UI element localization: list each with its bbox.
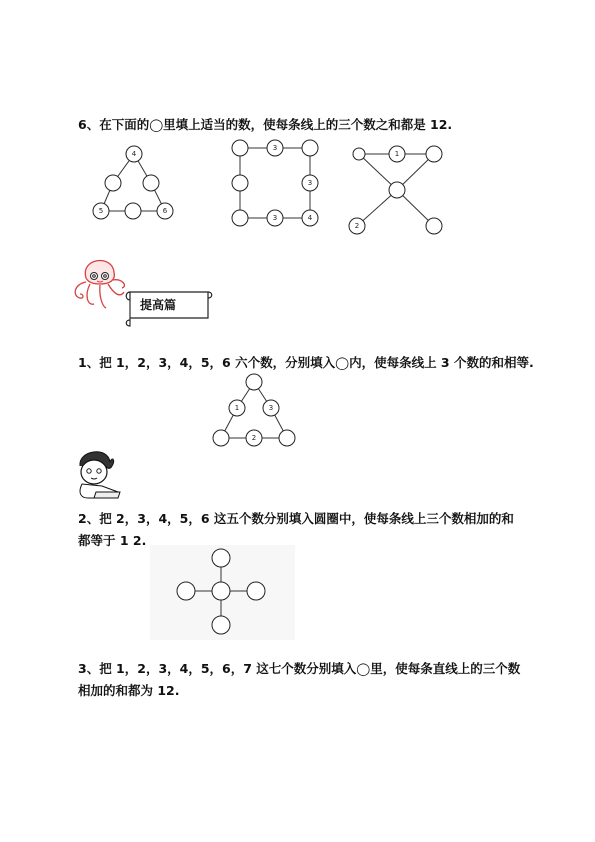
triangle-figure-1 (205, 370, 305, 452)
circle-center (212, 582, 230, 600)
circle-top-right (426, 146, 442, 162)
label-mr: 3 (307, 179, 313, 187)
circle-ml (232, 175, 248, 191)
question-6 (78, 114, 452, 136)
circle-tr (302, 140, 318, 156)
label-bottom-left: 5 (98, 207, 104, 215)
triangle-figure-6a (80, 138, 195, 233)
circle-top (212, 549, 230, 567)
question-6-text: 6、在下面的◯里填上适当的数，使每条线上的三个数之和都是 12. (78, 117, 453, 132)
label-bottom-right: 6 (162, 207, 168, 215)
cross-figure-2 (150, 545, 295, 640)
label-tm: 3 (272, 144, 278, 152)
circle-bl (232, 210, 248, 226)
circle-bottom (212, 616, 230, 634)
circle-right (247, 582, 265, 600)
label-bottom-left: 2 (354, 222, 360, 230)
circle-left (177, 582, 195, 600)
problem-3-line1: 3、把 1，2，3，4，5，6，7 这七个数分别填入◯里，使每条直线上的三个数 (78, 661, 521, 676)
problem-3-line2: 相加的和都为 12. (78, 683, 180, 698)
label-right-mid: 3 (268, 404, 274, 412)
problem-1 (78, 352, 534, 374)
problem-3 (78, 658, 520, 702)
label-left-mid: 1 (234, 404, 240, 412)
problem-2-line2: 都等于 1 2. (78, 533, 147, 548)
label-br: 4 (307, 214, 313, 222)
label-bm: 3 (272, 214, 278, 222)
section-title: 提高篇 (140, 298, 177, 312)
x-figure-6c (345, 138, 450, 238)
circle-top (246, 374, 262, 390)
problem-1-text: 1、把 1，2，3，4，5，6 六个数，分别填入◯内，使每条线上 3 个数的和相等. (78, 355, 534, 370)
circle-bottom-right (279, 430, 295, 446)
circle-bottom-left (213, 430, 229, 446)
circle-bottom-right (426, 218, 442, 234)
circle-bottom-mid (125, 203, 141, 219)
octopus-mascot-icon (70, 252, 130, 314)
circle-left-mid (105, 175, 121, 191)
label-top-mid: 1 (394, 150, 400, 158)
label-top: 4 (131, 150, 137, 158)
boy-reading-icon (72, 448, 124, 502)
square-figure-6b (225, 135, 325, 235)
problem-2 (78, 508, 514, 552)
circle-center (389, 182, 405, 198)
label-bottom-mid: 2 (251, 434, 257, 442)
circle-top-left (353, 148, 365, 160)
problem-2-line1: 2、把 2，3，4，5，6 这五个数分别填入圆圈中，使每条线上三个数相加的和 (78, 511, 514, 526)
circle-right-mid (143, 175, 159, 191)
circle-tl (232, 140, 248, 156)
